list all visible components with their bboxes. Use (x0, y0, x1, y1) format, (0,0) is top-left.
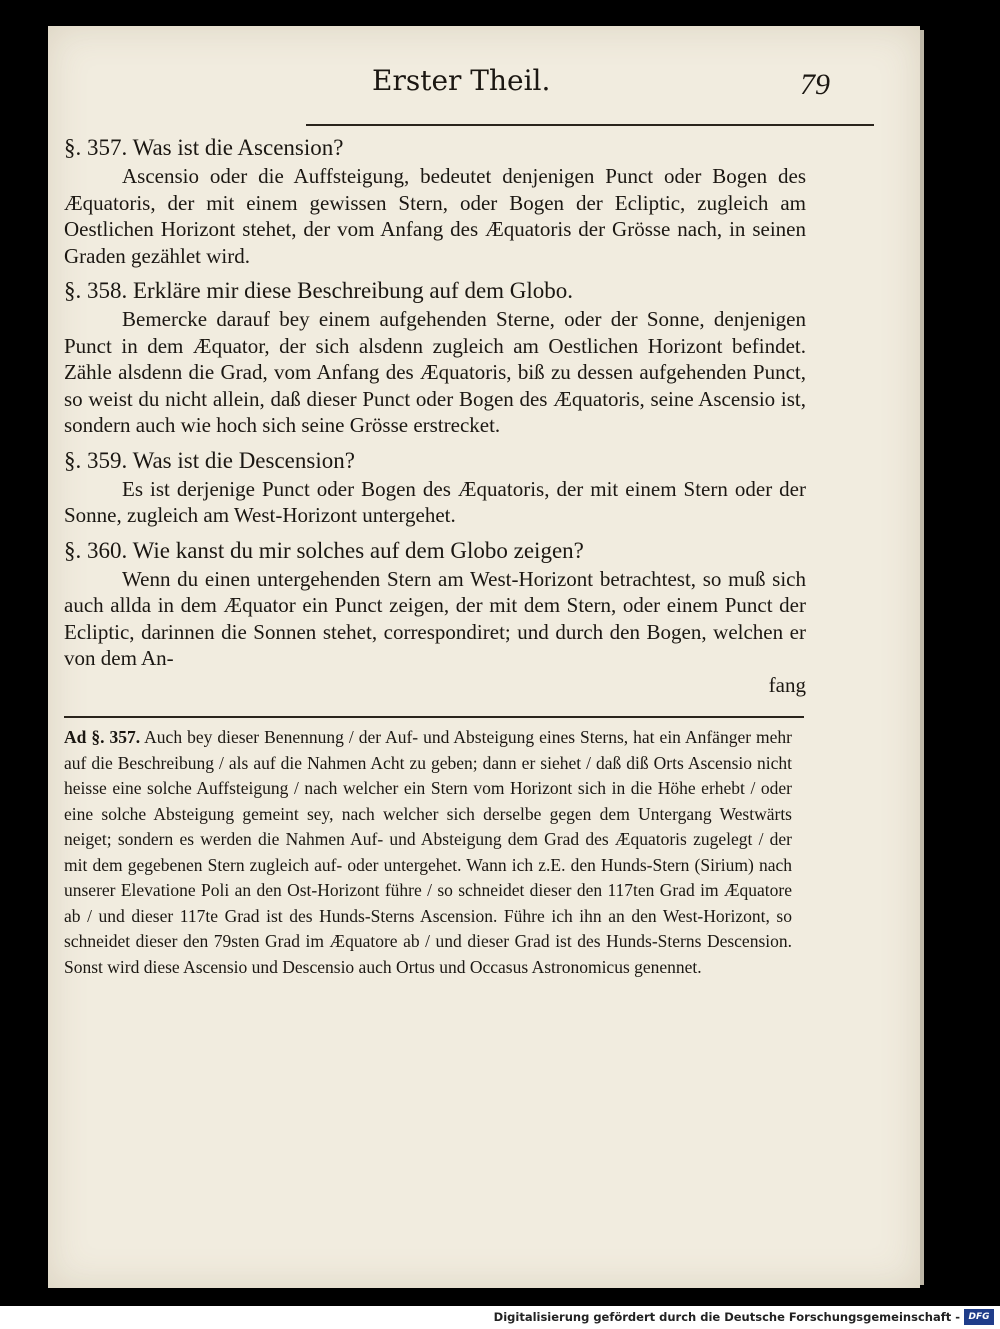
running-title: Erster Theil. (372, 64, 551, 97)
question-heading: §. 358. Erkläre mir diese Beschreibung auf dem Globo. (64, 278, 574, 303)
section-359 (64, 445, 806, 529)
answer-paragraph: Wenn du einen untergehenden Stern am West-Horizont betrachtest, so muß sich auch allda in dem Æquator ein Punct zeigen, der mit dem Stern, oder einem Punct der Ecliptic, darinnen die Sonnen stehet, correspondiret; und durch den Bogen, welchen er von dem An- (64, 566, 806, 670)
footnote-text: Auch bey dieser Benennung / der Auf- und Absteigung eines Sterns, hat ein Anfänger mehr auf die Beschreibung / als auf die Nahmen Acht zu geben; dann er siehet / daß diß Orts Ascensio nicht heisse eine solche Auffsteigung / nach welcher ein Stern vom Horizont sich in die Höhe erhebt / oder eine solche Absteigung gemeint sey, nach welcher sich derselbe gegen dem Untergang Westwärts neiget; sondern es werden die Nahmen Auf- und Absteigung dem Grad des Æquatoris zugelegt / der mit dem gegebenen Stern zugleich auf- oder untergehet. Wann ich z.E. den Hunds-Stern (Sirium) nach unserer Elevatione Poli an den Ost-Horizont führe / so schneidet dieser den 117ten Grad im Æquatore ab / und dieser 117te Grad ist des Hunds-Sterns Ascension. Führe ich ihn an den West-Horizont, so schneidet dieser den 79sten Grad im Æquatore ab / und dieser Grad ist des Hunds-Sterns Descension. Sonst wird diese Ascensio und Descensio auch Ortus und Occasus Astronomicus genennet. (64, 727, 792, 977)
answer-paragraph: Bemercke darauf bey einem aufgehenden Sterne, oder der Sonne, denjenigen Punct in dem Æquator, der sich alsdenn zugleich am Oestlichen Horizont befindet. Zähle alsdenn die Grad, vom Anfang des Æquatoris, biß zu dessen aufgehenden Punct, so weist du nicht allein, daß dieser Punct oder Bogen des Æquatoris, seine Ascensio ist, sondern auch wie hoch sich seine Grösse erstrecket. (64, 307, 806, 437)
footnote-rule (64, 716, 804, 718)
catchword: fang (768, 672, 806, 697)
page-number: 79 (800, 68, 830, 101)
header-rule (306, 124, 874, 126)
funding-credit: Digitalisierung gefördert durch die Deutsche Forschungsgemeinschaft - (493, 1310, 960, 1324)
main-text (64, 132, 806, 704)
answer-paragraph: Es ist derjenige Punct oder Bogen des Æquatoris, der mit einem Stern oder der Sonne, zugleich am West-Horizont untergehet. (64, 476, 806, 527)
question-heading: §. 357. Was ist die Ascension? (64, 135, 344, 160)
question-heading: §. 360. Wie kanst du mir solches auf dem Globo zeigen? (64, 537, 584, 563)
question-heading: §. 359. Was ist die Descension? (64, 447, 355, 473)
page-edge (920, 30, 924, 1285)
section-360 (64, 535, 806, 698)
dfg-logo-icon: DFG (964, 1309, 994, 1325)
footer-bar (0, 1306, 1000, 1329)
section-358 (64, 275, 806, 439)
section-357 (64, 132, 806, 269)
footnote-lead: Ad §. 357. (64, 727, 141, 747)
page-header (70, 60, 830, 120)
footnote (64, 725, 792, 980)
answer-paragraph: Ascensio oder die Auffsteigung, bedeutet denjenigen Punct oder Bogen des Æquatoris, der mit einem gewissen Stern, oder Bogen der Ecliptic, zugleich am Oestlichen Horizont stehet, der vom Anfang des Æquatoris der Grösse nach, in seinen Graden gezählet wird. (64, 164, 806, 268)
